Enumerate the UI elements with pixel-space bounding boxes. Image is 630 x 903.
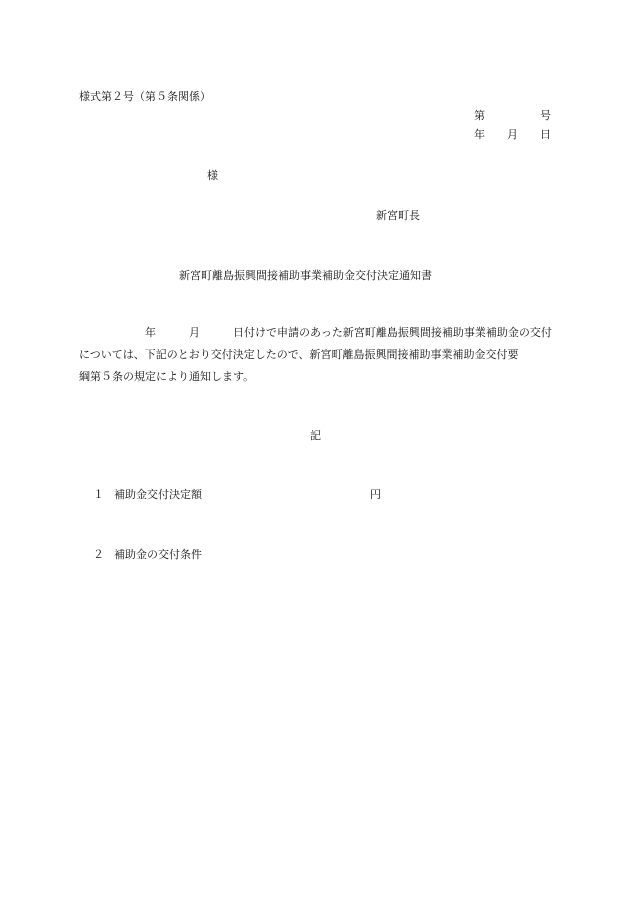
item-1-unit-yen: 円 [370,488,381,501]
body-line-3: 綱第５条の規定により通知します。 [79,370,255,383]
form-label: 様式第２号（第５条関係） [79,90,211,103]
document-title: 新宮町離島振興間接補助事業補助金交付決定通知書 [179,269,432,282]
body-line-1: 年 月 日付けで申請のあった新宮町離島振興間接補助事業補助金の交付 [79,326,552,339]
document-date-line: 年 月 日 [474,128,551,141]
item-1-label: 補助金交付決定額 [114,488,202,501]
sender-mayor: 新宮町長 [376,209,420,222]
item-2-number: ２ [93,548,104,561]
item-2-label: 補助金の交付条件 [114,548,202,561]
body-line-2: については、下記のとおり交付決定したので、新宮町離島振興間接補助事業補助金交付要 [79,348,519,361]
item-1-number: １ [93,488,104,501]
addressee-sama: 様 [207,169,218,182]
document-number-line: 第 号 [474,109,551,122]
ki-heading: 記 [310,429,321,442]
